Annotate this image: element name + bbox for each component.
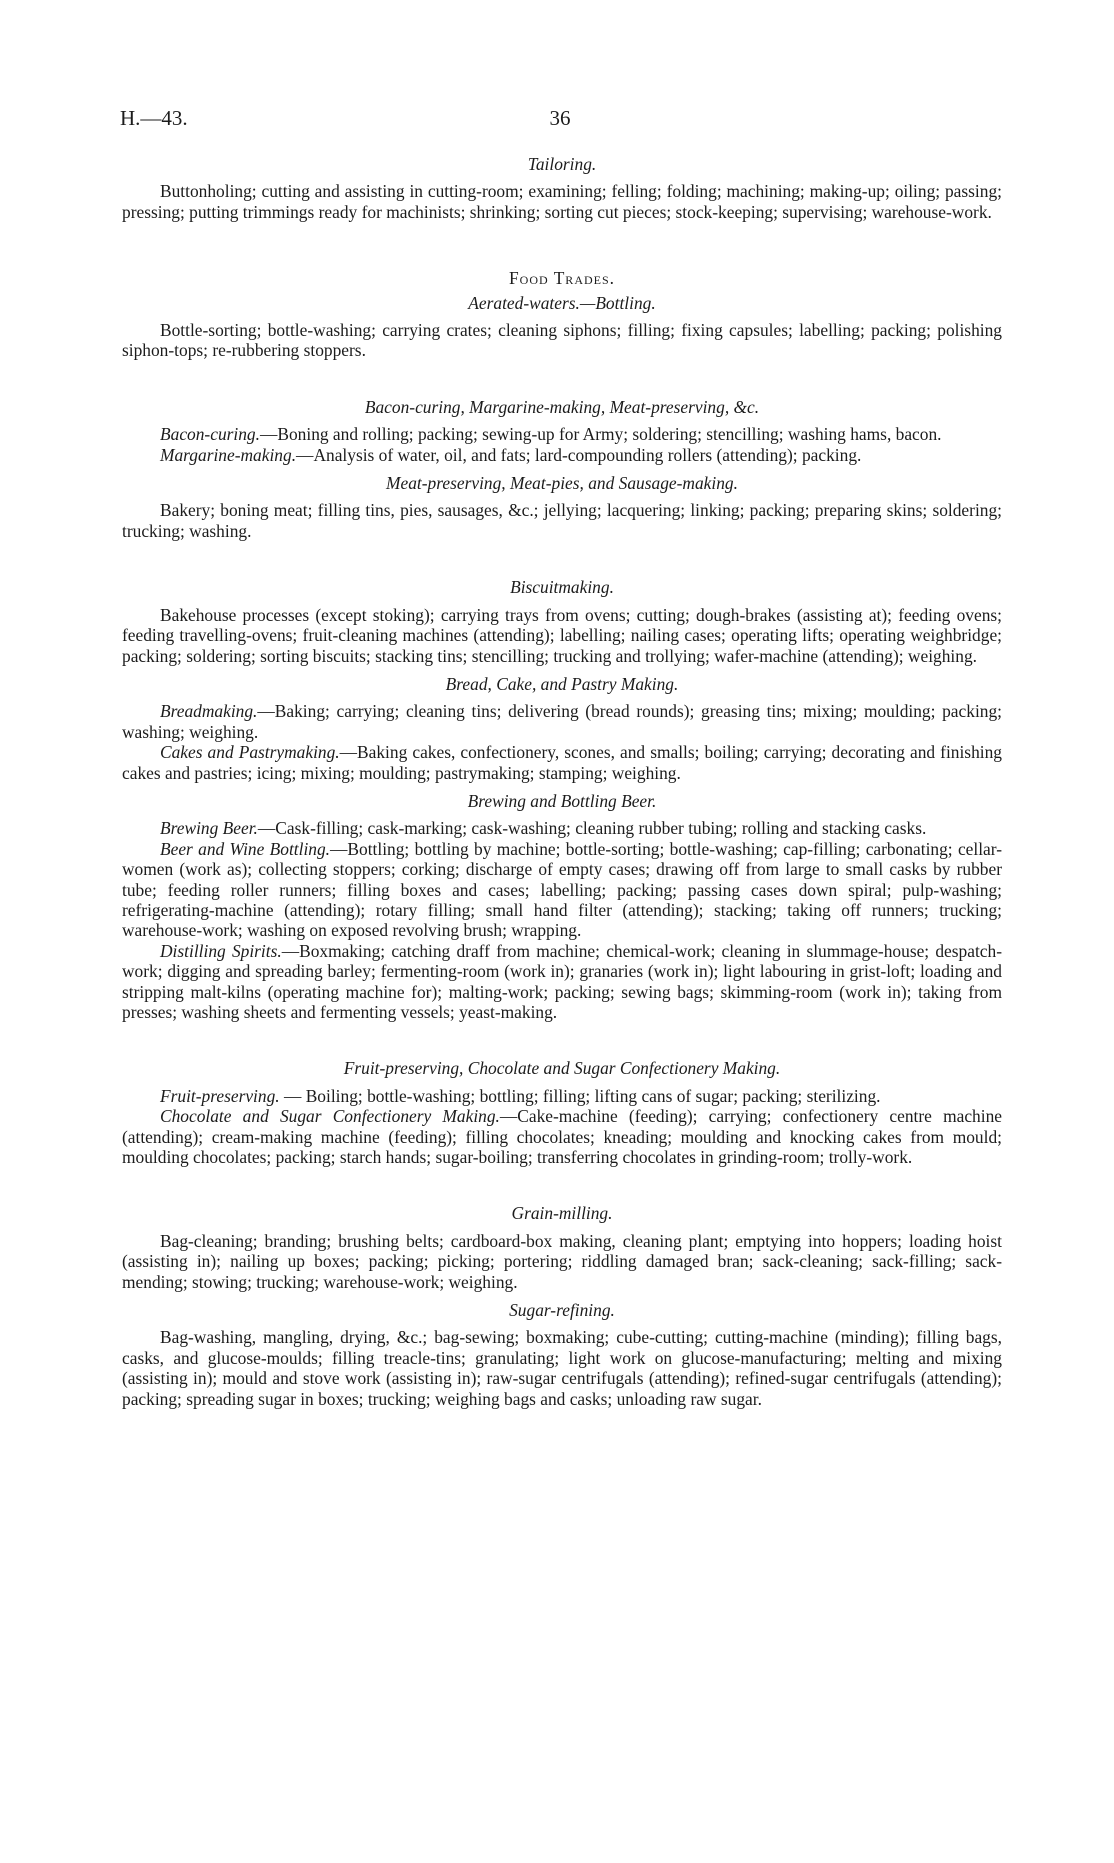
paragraph-margarine-making <box>122 445 1002 465</box>
lead-chocolate-confectionery: Chocolate and Sugar Confectionery Making. <box>160 1106 500 1127</box>
text-brewing-beer: —Cask-filling; cask-marking; cask-washing; cleaning rubber tubing; rolling and stacking casks. <box>257 818 927 839</box>
paragraph-fruit-preserving <box>122 1086 1002 1106</box>
text-chocolate-confectionery: —Cake-machine (feeding); carrying; confectionery centre machine (attending); cream-making machine (feeding); filling chocolates; kneading; moulding and knocking cakes from mould; moulding chocolates; packing; starch hands; sugar-boiling; transferring chocolates in grinding-room; trolly-work. <box>122 1106 1002 1168</box>
page-content <box>122 154 1002 1409</box>
paragraph-tailoring: Buttonholing; cutting and assisting in cutting-room; examining; felling; folding; machining; making-up; oiling; passing; pressing; putting trimmings ready for machinists; shrinking; sorting cut pieces; stock-keeping; supervising; warehouse-work. <box>122 181 1002 222</box>
page-number: 36 <box>549 106 571 130</box>
paragraph-distilling-spirits <box>122 941 1002 1023</box>
page-header <box>120 106 1000 136</box>
text-cakes-pastrymaking: —Baking cakes, confectionery, scones, and smalls; boiling; carrying; decorating and finishing cakes and pastries; icing; mixing; moulding; pastrymaking; stamping; weighing. <box>122 742 1002 783</box>
heading-aerated-waters: Aerated-waters.—Bottling. <box>468 292 656 313</box>
text-bacon-curing: —Boning and rolling; packing; sewing-up for Army; soldering; stencilling; washing hams, bacon. <box>259 424 942 445</box>
text-breadmaking: —Baking; carrying; cleaning tins; delivering (bread rounds); greasing tins; mixing; moulding; packing; washing; weighing. <box>122 701 1002 742</box>
text-fruit-preserving: — Boiling; bottle-washing; bottling; filling; lifting cans of sugar; packing; sterilizing. <box>279 1085 881 1106</box>
heading-fruit-chocolate-sugar: Fruit-preserving, Chocolate and Sugar Confectionery Making. <box>343 1058 781 1079</box>
paragraph-brewing-beer <box>122 818 1002 838</box>
lead-brewing-beer: Brewing Beer. <box>160 818 258 839</box>
paragraph-beer-wine-bottling <box>122 839 1002 941</box>
lead-cakes-pastrymaking: Cakes and Pastrymaking. <box>160 742 340 763</box>
paragraph-chocolate-confectionery <box>122 1106 1002 1167</box>
heading-tailoring: Tailoring. <box>527 154 597 174</box>
text-distilling-spirits: —Boxmaking; catching draff from machine; chemical-work; cleaning in slummage-house; despatch-work; digging and spreading barley; fermenting-room (work in); granaries (work in); light labouring in grist-loft; loading and stripping malt-kilns (operating machine for); malting-work; packing; sewing bags; skimming-room (work in); taking from presses; washing sheets and fermenting vessels; yeast-making. <box>122 940 1002 1022</box>
lead-beer-wine-bottling: Beer and Wine Bottling. <box>160 838 331 859</box>
lead-fruit-preserving: Fruit-preserving. <box>160 1085 280 1106</box>
heading-brewing-bottling: Brewing and Bottling Beer. <box>467 790 657 811</box>
heading-sugar-refining: Sugar-refining. <box>509 1300 615 1321</box>
heading-bread-cake-pastry: Bread, Cake, and Pastry Making. <box>445 673 679 694</box>
lead-bacon-curing: Bacon-curing. <box>160 424 260 445</box>
lead-margarine-making: Margarine-making. <box>160 444 297 465</box>
heading-grain-milling: Grain-milling. <box>511 1203 613 1224</box>
paragraph-aerated-waters: Bottle-sorting; bottle-washing; carrying crates; cleaning siphons; filling; fixing capsules; labelling; packing; polishing siphon-tops; re-rubbering stoppers. <box>122 320 1002 361</box>
lead-distilling-spirits: Distilling Spirits. <box>160 940 282 961</box>
lead-breadmaking: Breadmaking. <box>160 701 258 722</box>
paragraph-grain-milling: Bag-cleaning; branding; brushing belts; cardboard-box making, cleaning plant; emptying into hoppers; loading hoist (assisting in); nailing up boxes; packing; picking; portering; riddling damaged bran; sack-cleaning; sack-filling; sack-mending; stowing; trucking; warehouse-work; weighing. <box>122 1230 1002 1292</box>
paragraph-sugar-refining: Bag-washing, mangling, drying, &c.; bag-sewing; boxmaking; cube-cutting; cutting-machine (minding); filling bags, casks, and glucose-moulds; filling treacle-tins; granulating; light work on glucose-manufacturing; melting and mixing (assisting in); mould and stove work (assisting in); raw-sugar centrifugals (attending); refined-sugar centrifugals (attending); packing; spreading sugar in boxes; trucking; weighing bags and casks; unloading raw sugar. <box>122 1327 1002 1409</box>
paragraph-biscuitmaking: Bakehouse processes (except stoking); carrying trays from ovens; cutting; dough-brakes (assisting at); feeding ovens; feeding travelling-ovens; fruit-cleaning machines (attending); labelling; nailing cases; operating lifts; operating weighbridge; packing; soldering; sorting biscuits; stacking tins; stencilling; trucking and trollying; wafer-machine (attending); weighing. <box>122 604 1002 666</box>
heading-food-trades: Food Trades. <box>508 268 615 289</box>
text-margarine-making: —Analysis of water, oil, and fats; lard-compounding rollers (attending); packing. <box>296 444 862 465</box>
paragraph-breadmaking <box>122 701 1002 742</box>
paragraph-cakes-pastrymaking <box>122 742 1002 783</box>
heading-meat-preserving: Meat-preserving, Meat-pies, and Sausage-making. <box>386 473 738 494</box>
paragraph-bacon-curing <box>122 424 1002 444</box>
paragraph-meat-preserving: Bakery; boning meat; filling tins, pies, sausages, &c.; jellying; lacquering; linking; packing; preparing skins; soldering; trucking; washing. <box>122 500 1002 541</box>
heading-biscuitmaking: Biscuitmaking. <box>510 577 614 598</box>
heading-bacon-margarine-meat: Bacon-curing, Margarine-making, Meat-preserving, &c. <box>364 396 760 417</box>
text-beer-wine-bottling: —Bottling; bottling by machine; bottle-sorting; bottle-washing; cap-filling; carbonating; cellar-women (work as); collecting stoppers; corking; discharge of empty cases; drawing off from large to small casks by rubber tube; feeding roller runners; filling boxes and cases; labelling; packing; passing cases down spiral; pulp-washing; refrigerating-machine (attending); rotary filling; small hand filter (attending); stacking; taking off runners; trucking; warehouse-work; washing on exposed revolving brush; wrapping. <box>122 838 1002 941</box>
document-reference: H.—43. <box>120 106 188 130</box>
